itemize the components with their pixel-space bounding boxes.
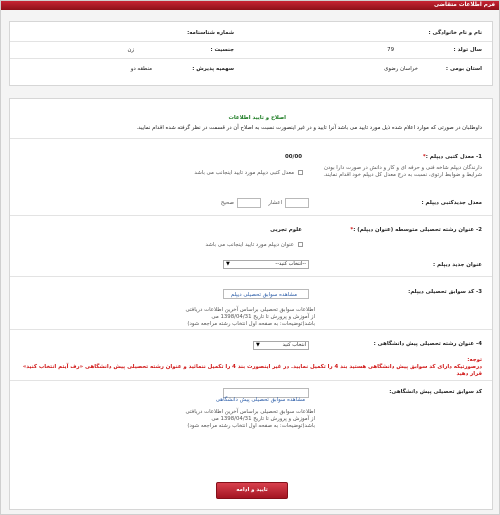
gender-label: جنسیت :	[210, 47, 234, 53]
section-title: اصلاح و تایید اطلاعات	[228, 115, 286, 121]
required-mark: *	[422, 154, 426, 160]
q1-label-text: 1- معدل کتبی دیپلم :	[425, 154, 482, 160]
q3-view-records-link[interactable]: مشاهده سوابق تحصیلی دیپلم	[230, 292, 297, 298]
intro-text: داوطلبان در صورتی که موارد اعلام شده ذیل مورد تایید می باشد آنرا تایید و در غیر اینصورت نسبت به اصلاح آن در قسمت در نظر گرفته شده اقدام نمایید.	[136, 125, 482, 131]
q1-whole-input[interactable]	[237, 198, 261, 208]
q1-new-label: معدل جدیدکتبی دیپلم :	[421, 200, 482, 206]
q1-decimal-label: اعشار	[268, 200, 282, 206]
q2-diploma-select[interactable]	[223, 260, 309, 269]
q4-note-text: درصورتیکه دارای کد سوابق پیش دانشگاهی هستید بند 4 را تکمیل نمایید. در غیر اینصورت بند 4 را تکمیل ننمائید و عنوان رشته تحصیلی پیش دانشگاهی «رف آیتم انتخاب کنید» قرار دهید	[22, 364, 482, 377]
quota-label: سهمیه پذیرش :	[192, 66, 234, 72]
q1-confirm-label: معدل کتبی دیپلم مورد تایید اینجانب می باشد	[194, 170, 294, 176]
q3-label: 3- کد سوابق تحصیلی دیپلم:	[408, 289, 482, 295]
q1-value: 00/00	[285, 154, 302, 160]
q5-label: کد سوابق تحصیلی پیش دانشگاهی:	[389, 389, 482, 395]
quota-value: منطقه دو	[130, 66, 152, 72]
divider	[10, 138, 492, 139]
divider	[10, 380, 492, 381]
q1-confirm-checkbox[interactable]	[298, 170, 303, 175]
q1-whole-label: صحیح	[220, 200, 234, 206]
chevron-down-icon: ▼	[226, 261, 230, 267]
province-value: خراسان رضوی	[384, 66, 418, 72]
divider	[10, 215, 492, 216]
birth-year-value: 79	[387, 47, 394, 53]
q2-label-text: 2- عنوان رشته تحصیلی متوسطه (عنوان دیپلم) :	[353, 227, 482, 233]
form-title: فرم اطلاعات متقاضی	[433, 2, 495, 8]
q5-note: اطلاعات سوابق تحصیلی براساس آخرین اطلاعات دریافتی از آموزش و پرورش تا تاریخ 1398/04/31 می باشد(توضیحات: به صفحه اول انتخاب رشته مراجعه شود)	[185, 409, 315, 429]
divider	[10, 329, 492, 330]
q2-confirm-label: عنوان دیپلم مورد تایید اینجانب می باشد	[205, 242, 294, 248]
divider	[10, 58, 492, 59]
q2-new-label: عنوان جدید دیپلم :	[432, 262, 482, 268]
q2-select-value: --انتخاب کنید--	[275, 261, 306, 267]
divider	[10, 41, 492, 42]
name-label: نام و نام خانوادگی :	[428, 30, 482, 36]
province-label: استان بومی :	[445, 66, 482, 72]
required-mark: *	[350, 227, 354, 233]
q4-preuniversity-select[interactable]	[253, 341, 309, 350]
q2-value: علوم تجربی	[270, 227, 302, 233]
correction-form-panel	[9, 98, 493, 510]
q1-decimal-input[interactable]	[285, 198, 309, 208]
q5-view-records-link[interactable]: مشاهده سوابق تحصیلی پیش دانشگاهی	[215, 397, 305, 403]
id-number-label: شماره شناسنامه:	[187, 30, 234, 36]
q4-select-value: انتخاب کنید	[282, 342, 306, 348]
q4-note-title: توجه:	[467, 357, 482, 363]
q3-note: اطلاعات سوابق تحصیلی براساس آخرین اطلاعات دریافتی از آموزش و پرورش تا تاریخ 1398/04/31 می باشد(توضیحات: به صفحه اول انتخاب رشته مراجعه شود)	[185, 307, 315, 327]
q4-label: 4- عنوان رشته تحصیلی پیش دانشگاهی :	[373, 341, 482, 347]
chevron-down-icon: ▼	[256, 342, 260, 348]
gender-value: زن	[127, 47, 134, 53]
q1-note: دارندگان دیپلم شاخه فنی و حرفه ای و کار و دانش در صورت دارا بودن شرایط و ضوابط ارتوی، نسبت به درج معدل کل دیپلم خود اقدام نمایند.	[323, 165, 482, 178]
birth-year-label: سال تولد :	[453, 47, 482, 53]
q2-label	[350, 227, 482, 233]
form-title-bar	[1, 1, 499, 10]
confirm-continue-button[interactable]: تایید و ادامه	[216, 482, 288, 499]
q1-label	[423, 154, 482, 160]
applicant-info-panel	[9, 21, 493, 86]
q2-confirm-checkbox[interactable]	[298, 242, 303, 247]
divider	[10, 276, 492, 277]
